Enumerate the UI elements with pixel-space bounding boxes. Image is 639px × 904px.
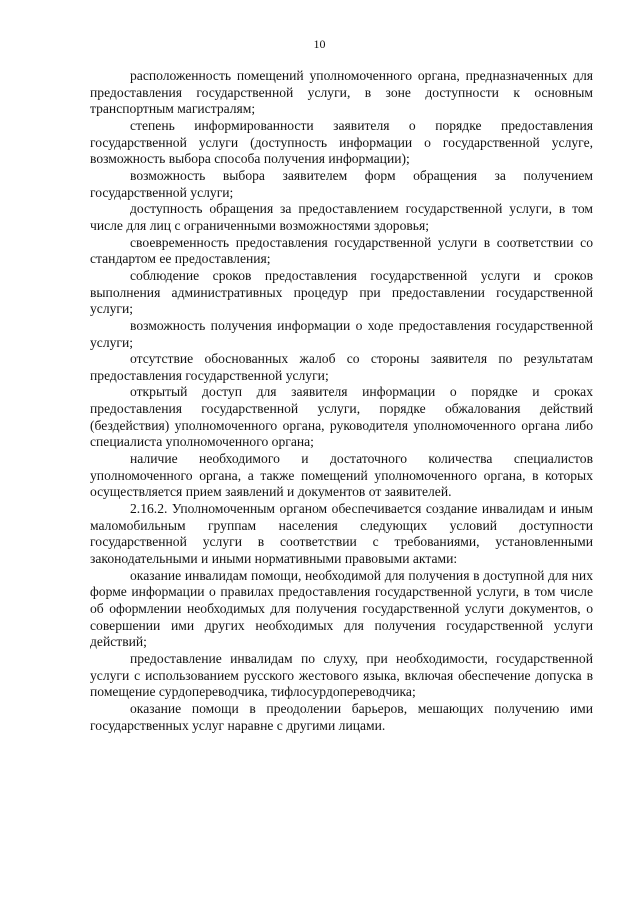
section-paragraph: 2.16.2. Уполномоченным органом обеспечивается создание инвалидам и иным маломобильным группам населения следующих условий доступности государственной услуги в соответствии с требованиями, установленными законодательными и иными нормативными правовыми актами:	[90, 501, 593, 567]
paragraph: отсутствие обоснованных жалоб со стороны заявителя по результатам предоставления государственной услуги;	[90, 351, 593, 383]
paragraph: возможность выбора заявителем форм обращения за получением государственной услуги;	[90, 167, 593, 200]
paragraph: возможность получения информации о ходе предоставления государственной услуги;	[90, 317, 593, 350]
paragraph: наличие необходимого и достаточного количества специалистов уполномоченного органа, а также помещений уполномоченного органа, в которых осуществляется прием заявлений и документов от заявителей.	[90, 451, 593, 500]
paragraph: степень информированности заявителя о порядке предоставления государственной услуги (доступность информации о государственной услуге, возможность выбора способа получения информации);	[90, 117, 593, 167]
paragraph: соблюдение сроков предоставления государственной услуги и сроков выполнения административных процедур при предоставлении государственной услуги;	[90, 267, 593, 317]
page-number: 10	[313, 37, 326, 51]
paragraph: оказание инвалидам помощи, необходимой для получения в доступной для них форме информации о правилах предоставления государственной услуги, в том числе об оформлении необходимых для получения государственной услуги документов, о совершении ими других необходимых для получения государственной услуги действий;	[90, 567, 593, 650]
paragraph: доступность обращения за предоставлением государственной услуги, в том числе для лиц с ограниченными возможностями здоровья;	[90, 201, 593, 233]
paragraph: оказание помощи в преодолении барьеров, мешающих получению ими государственных услуг наравне с другими лицами.	[90, 700, 593, 733]
paragraph: открытый доступ для заявителя информации о порядке и сроках предоставления государственной услуги, порядке обжалования действий (бездействия) уполномоченного органа, руководителя уполномоченного органа либо специалиста уполномоченного органа;	[90, 384, 593, 450]
page-body	[90, 68, 593, 734]
paragraph: своевременность предоставления государственной услуги в соответствии со стандартом ее предоставления;	[90, 234, 593, 267]
paragraph: предоставление инвалидам по слуху, при необходимости, государственной услуги с использованием русского жестового языка, включая обеспечение допуска в помещение сурдопереводчика, тифлосурдопереводчика;	[90, 650, 593, 700]
paragraph: расположенность помещений уполномоченного органа, предназначенных для предоставления государственной услуги, в зоне доступности к основным транспортным магистралям;	[90, 68, 593, 117]
